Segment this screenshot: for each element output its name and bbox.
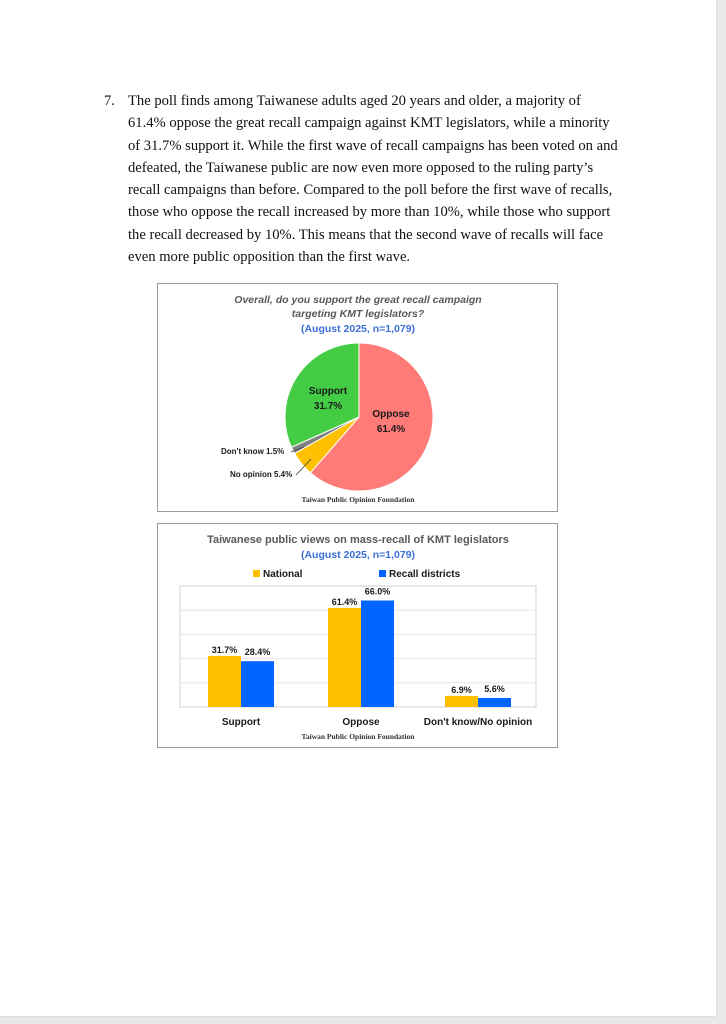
bar-data-label-national-oppose: 61.4% [331,596,358,607]
paragraph-number: 7. [104,93,115,109]
pie-subtitle: (August 2025, n=1,079) [300,323,416,335]
bar-title: Taiwanese public views on mass-recall of KMT legislators [207,534,509,546]
pie-label-support-value: 31.7% [313,401,343,412]
bar-chart-box [157,523,558,748]
legend-label-national: National [263,569,303,580]
pie-chart-box [157,283,558,512]
pie-slices [285,343,433,491]
bar-recall-districts-support [241,661,274,707]
bar-national-don-t-know-no-opinion [445,696,478,707]
bar-chart [158,524,557,747]
bar-recall-districts-oppose [361,601,394,708]
pie-label-dontknow-name: Don't know [221,447,264,456]
bar-marks [208,587,511,708]
category-label-oppose: Oppose [342,717,380,728]
paragraph-text: The poll finds among Taiwanese adults aged 20 years and older, a majority of 61.4% oppose the great recall campaign against KMT legislators, while a minority of 31.7% support it. While the first wave of recall campaigns has been voted on and defeated, the Taiwanese public are now even more opposed to the ruling party’s recall campaigns than before. Compared to the poll before the first wave of recalls, those who oppose the recall increased by more than 10%, while those who support the recall decreased by 10%. This means that the second wave of recalls will face even more public opposition than the first wave. [128,93,618,266]
bar-data-label-recall-districts-don-t-know-no-opinion: 5.6% [484,684,505,694]
pie-title-line1: Overall, do you support the great recall campaign [234,294,482,306]
bar-legend [253,569,461,580]
bar-recall-districts-don-t-know-no-opinion [478,698,511,707]
pie-label-dontknow-value: 1.5% [266,447,285,456]
pie-label-noopinion [230,470,292,479]
pie-title-line2: targeting KMT legislators? [291,308,425,320]
legend-swatch-recall-districts [379,570,386,577]
pie-label-noopinion-value: 5.4% [274,470,293,479]
pie-label-dontknow [221,447,284,456]
category-label-don-t-know-no-opinion: Don't know/No opinion [423,717,533,728]
pie-chart [158,284,557,511]
bar-national-oppose [328,608,361,707]
bar-data-label-national-support: 31.7% [211,644,238,655]
pie-label-oppose-value: 61.4% [376,424,406,435]
bar-category-labels [222,717,532,728]
bar-source: Taiwan Public Opinion Foundation [301,732,415,741]
pie-label-support-name: Support [308,386,348,397]
pie-source: Taiwan Public Opinion Foundation [301,495,415,504]
legend-label-recall-districts: Recall districts [389,569,461,580]
bar-national-support [208,656,241,707]
bar-data-label-recall-districts-support: 28.4% [244,647,271,658]
category-label-support: Support [221,717,261,728]
bar-data-label-national-don-t-know-no-opinion: 6.9% [451,684,472,695]
pie-label-noopinion-name: No opinion [230,470,272,479]
legend-swatch-national [253,570,260,577]
bar-subtitle: (August 2025, n=1,079) [300,549,416,561]
pie-label-oppose-name: Oppose [372,409,410,420]
bar-data-label-recall-districts-oppose: 66.0% [364,586,391,597]
